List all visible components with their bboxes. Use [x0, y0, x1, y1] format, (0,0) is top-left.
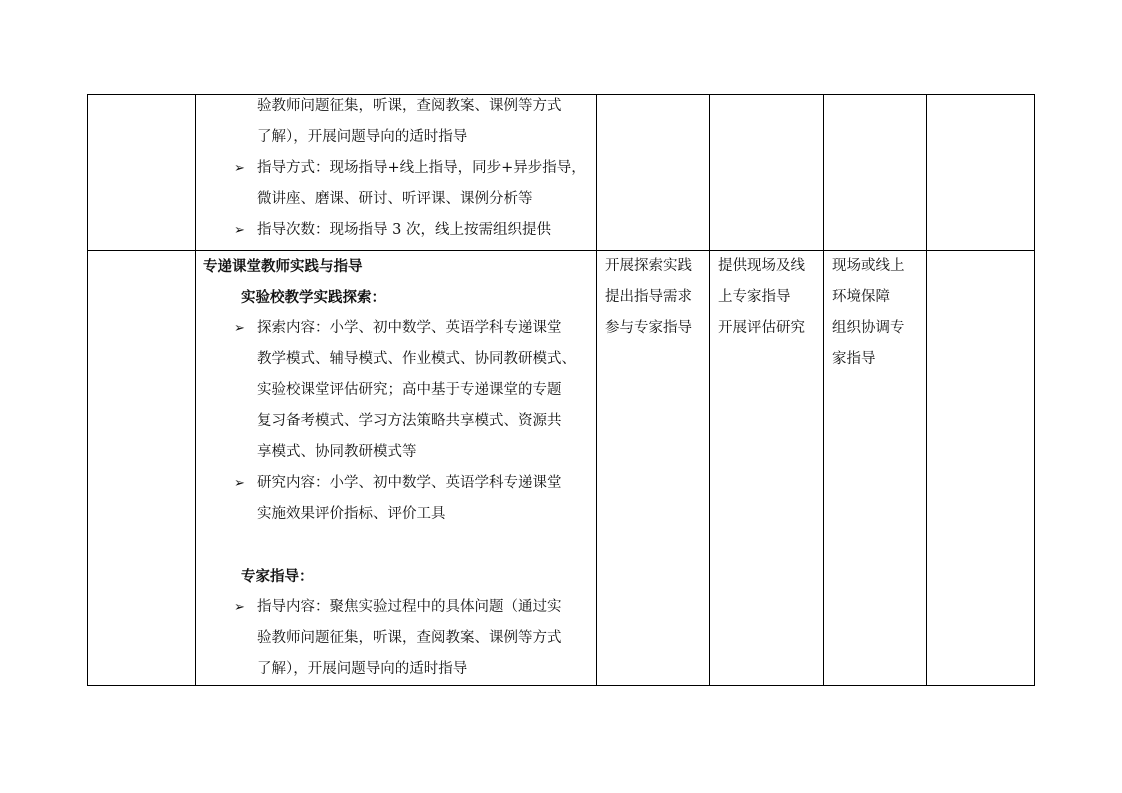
table-cell-empty: [88, 251, 196, 686]
bullet-item: [203, 215, 590, 246]
table-cell-empty: [927, 95, 1035, 251]
blank-line: [203, 530, 590, 561]
bullet-text: 指导次数：现场指导 3 次，线上按需组织提供: [257, 222, 551, 238]
subheading: 实验校教学实践探索：: [241, 289, 386, 306]
bullet-text: 研究内容：小学、初中数学、英语学科专递课堂: [257, 475, 562, 491]
text-line: 提供现场及线: [718, 258, 805, 274]
subheading: 专家指导：: [241, 568, 314, 585]
table-cell-school-actions: [597, 251, 710, 686]
text-line: 教学模式、辅导模式、作业模式、协同教研模式、: [257, 351, 576, 367]
text-line: 复习备考模式、学习方法策略共享模式、资源共: [257, 413, 562, 429]
table-cell-content: [196, 95, 597, 251]
table-cell-expert-actions: [710, 251, 824, 686]
text-line: 实施效果评价指标、评价工具: [257, 506, 446, 522]
bullet-item: [203, 592, 590, 623]
table-row: [88, 251, 1035, 686]
text-line: 开展探索实践: [605, 258, 692, 274]
text-line: 了解），开展问题导向的适时指导: [257, 661, 468, 677]
table-cell-empty: [88, 95, 196, 251]
arrow-bullet-icon: ➢: [234, 476, 245, 491]
table-cell-content: [196, 251, 597, 686]
bullet-item: [203, 313, 590, 344]
arrow-bullet-icon: ➢: [234, 600, 245, 615]
text-line: 参与专家指导: [605, 320, 692, 336]
bullet-text: 指导内容：聚焦实验过程中的具体问题（通过实: [257, 599, 562, 615]
table-cell-empty: [597, 95, 710, 251]
text-line: 享模式、协同教研模式等: [257, 444, 417, 460]
text-line: 验教师问题征集，听课，查阅教案、课例等方式: [257, 630, 562, 646]
text-line: 现场或线上: [832, 258, 905, 274]
table-row: [88, 95, 1035, 251]
text-line: 开展评估研究: [718, 320, 805, 336]
text-line: 实验校课堂评估研究；高中基于专递课堂的专题: [257, 382, 562, 398]
arrow-bullet-icon: ➢: [234, 223, 245, 238]
text-line: 组织协调专: [832, 320, 905, 336]
text-line: 了解），开展问题导向的适时指导: [257, 129, 468, 145]
text-line: 上专家指导: [718, 289, 791, 305]
text-line: 微讲座、磨课、研讨、听评课、课例分析等: [257, 191, 533, 207]
arrow-bullet-icon: ➢: [234, 321, 245, 336]
plan-table: [87, 94, 1035, 686]
section-heading: 专递课堂教师实践与指导: [203, 258, 363, 275]
arrow-bullet-icon: ➢: [234, 161, 245, 176]
bullet-item: [203, 468, 590, 499]
bullet-item: [203, 153, 590, 184]
table-cell-empty: [927, 251, 1035, 686]
table-cell-empty: [710, 95, 824, 251]
bullet-text: 指导方式：现场指导+线上指导，同步+异步指导，: [257, 160, 586, 176]
text-line: 环境保障: [832, 289, 890, 305]
text-line: 提出指导需求: [605, 289, 692, 305]
table-cell-support-actions: [824, 251, 927, 686]
table-cell-empty: [824, 95, 927, 251]
text-line: 验教师问题征集，听课，查阅教案、课例等方式: [257, 98, 562, 114]
text-line: 家指导: [832, 351, 876, 367]
bullet-text: 探索内容：小学、初中数学、英语学科专递课堂: [257, 320, 562, 336]
